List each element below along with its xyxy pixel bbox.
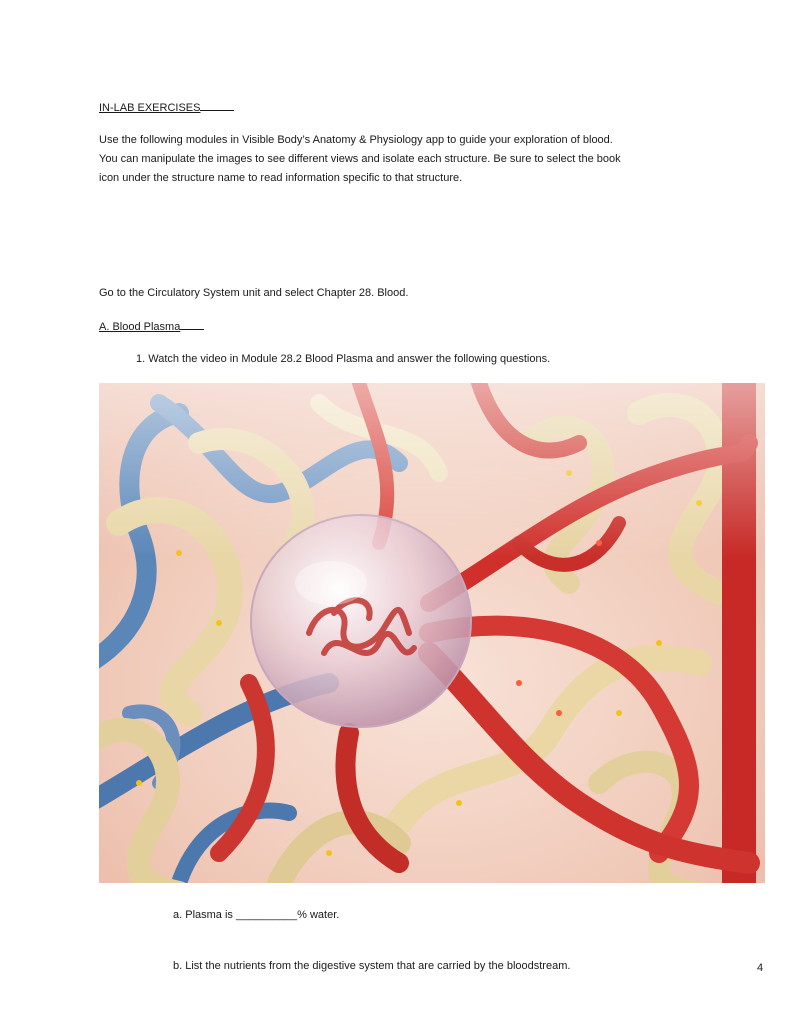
blood-vessels-figure [99, 383, 765, 883]
page-number: 4 [757, 962, 764, 974]
question-a: a. Plasma is __________% water. [173, 909, 340, 921]
question-b: b. List the nutrients from the digestive system that are carried by the bloodstream. [173, 960, 571, 972]
question-1: 1. Watch the video in Module 28.2 Blood Plasma and answer the following questions. [136, 353, 551, 365]
section-heading: IN-LAB EXERCISES [99, 99, 234, 118]
subsection-heading: A. Blood Plasma [99, 318, 204, 337]
vessels-illustration [99, 383, 765, 883]
instruction-text: Go to the Circulatory System unit and select Chapter 28. Blood. [99, 287, 409, 299]
intro-paragraph: Use the following modules in Visible Body’s Anatomy & Physiology app to guide your exploration of blood. You can manipulate the images to see different views and isolate each structure. Be sure to select the book icon under the structure name to read information specific to that structure. [99, 134, 621, 184]
figure-haze [99, 383, 765, 883]
